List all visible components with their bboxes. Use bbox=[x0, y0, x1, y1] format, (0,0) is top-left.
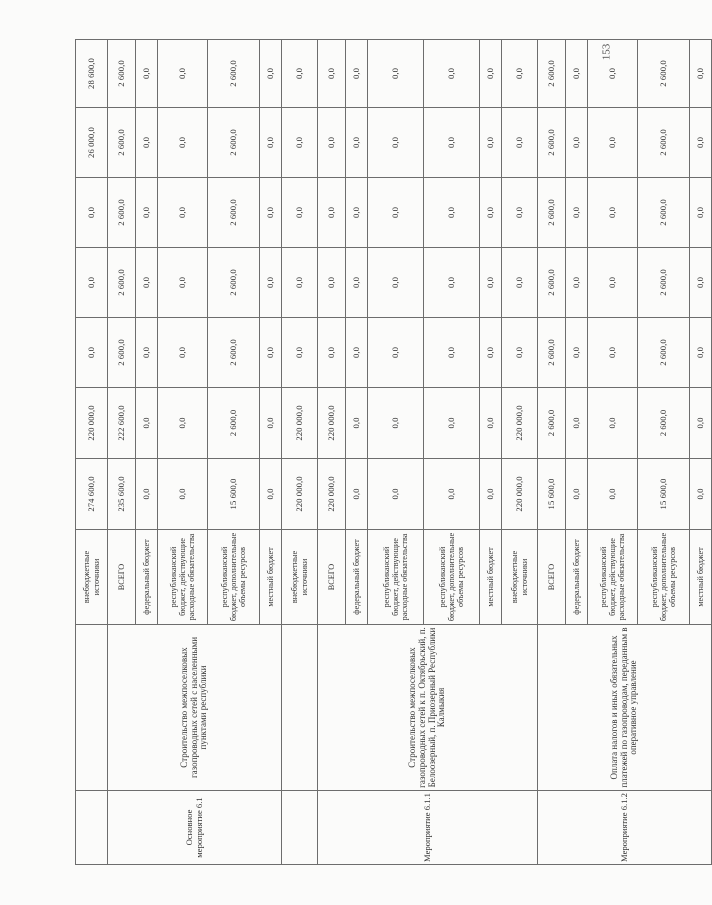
amount-cell: 0,0 bbox=[588, 178, 638, 248]
amount-cell: 0,0 bbox=[368, 40, 424, 108]
amount-cell: 0,0 bbox=[566, 318, 588, 388]
amount-cell: 2 600,0 bbox=[538, 388, 566, 459]
amount-cell: 0,0 bbox=[502, 248, 538, 318]
amount-cell: 0,0 bbox=[424, 248, 480, 318]
amount-cell: 0,0 bbox=[566, 40, 588, 108]
amount-cell: 2 600,0 bbox=[208, 318, 260, 388]
amount-cell: 26 000,0 bbox=[76, 108, 108, 178]
amount-cell: 0,0 bbox=[690, 248, 712, 318]
amount-cell: 0,0 bbox=[158, 178, 208, 248]
amount-cell: 0,0 bbox=[588, 459, 638, 530]
amount-cell: 2 600,0 bbox=[638, 40, 690, 108]
amount-cell: 28 600,0 bbox=[76, 40, 108, 108]
amount-cell: 2 600,0 bbox=[108, 40, 136, 108]
amount-cell: 0,0 bbox=[588, 318, 638, 388]
amount-cell: 2 600,0 bbox=[208, 40, 260, 108]
activity-description: Строительство межпоселковых газопроводных сетей к п. Октябрьский, п. Белоозерный, п. Приозерный Республики Калмыкия bbox=[318, 625, 538, 791]
amount-cell: 0,0 bbox=[260, 40, 282, 108]
amount-cell: 0,0 bbox=[158, 388, 208, 459]
budget-table-body bbox=[76, 40, 712, 865]
amount-cell: 0,0 bbox=[690, 318, 712, 388]
amount-cell: 0,0 bbox=[136, 178, 158, 248]
amount-cell: 2 600,0 bbox=[638, 108, 690, 178]
amount-cell: 0,0 bbox=[424, 40, 480, 108]
amount-cell: 2 600,0 bbox=[208, 388, 260, 459]
amount-cell: 0,0 bbox=[260, 178, 282, 248]
amount-cell: 0,0 bbox=[282, 248, 318, 318]
amount-cell: 220 000,0 bbox=[318, 388, 346, 459]
program-item-name bbox=[76, 791, 108, 865]
funding-source: внебюджетные источники bbox=[282, 530, 318, 625]
amount-cell: 0,0 bbox=[318, 248, 346, 318]
amount-cell: 0,0 bbox=[502, 40, 538, 108]
amount-cell: 0,0 bbox=[588, 388, 638, 459]
activity-description bbox=[282, 625, 318, 791]
amount-cell: 0,0 bbox=[480, 248, 502, 318]
activity-description: Оплата налогов и иных обязательных платежей по газопроводам, переданным в оперативное управление bbox=[538, 625, 712, 791]
amount-cell: 2 600,0 bbox=[538, 108, 566, 178]
amount-cell: 0,0 bbox=[346, 108, 368, 178]
amount-cell: 0,0 bbox=[318, 108, 346, 178]
program-item-name bbox=[282, 791, 318, 865]
funding-source: республиканский бюджет, действующие расходные обязательства bbox=[368, 530, 424, 625]
amount-cell: 0,0 bbox=[318, 178, 346, 248]
table-row bbox=[318, 40, 346, 865]
amount-cell: 220 000,0 bbox=[282, 459, 318, 530]
amount-cell: 0,0 bbox=[282, 178, 318, 248]
amount-cell: 0,0 bbox=[158, 108, 208, 178]
page-number: 153 bbox=[600, 43, 613, 61]
amount-cell: 2 600,0 bbox=[208, 248, 260, 318]
amount-cell: 0,0 bbox=[368, 248, 424, 318]
funding-source: местный бюджет bbox=[260, 530, 282, 625]
funding-source: ВСЕГО bbox=[318, 530, 346, 625]
amount-cell: 220 000,0 bbox=[502, 388, 538, 459]
amount-cell: 0,0 bbox=[368, 388, 424, 459]
amount-cell: 0,0 bbox=[260, 108, 282, 178]
amount-cell: 0,0 bbox=[368, 459, 424, 530]
amount-cell: 0,0 bbox=[424, 388, 480, 459]
table-row bbox=[282, 40, 318, 865]
amount-cell: 235 600,0 bbox=[108, 459, 136, 530]
amount-cell: 0,0 bbox=[502, 178, 538, 248]
amount-cell: 0,0 bbox=[424, 178, 480, 248]
amount-cell: 0,0 bbox=[282, 108, 318, 178]
amount-cell: 0,0 bbox=[282, 40, 318, 108]
table-row bbox=[538, 40, 566, 865]
amount-cell: 0,0 bbox=[588, 40, 638, 108]
amount-cell: 0,0 bbox=[136, 248, 158, 318]
funding-source: местный бюджет bbox=[690, 530, 712, 625]
amount-cell: 0,0 bbox=[502, 108, 538, 178]
amount-cell: 0,0 bbox=[424, 459, 480, 530]
amount-cell: 0,0 bbox=[76, 318, 108, 388]
amount-cell: 0,0 bbox=[566, 178, 588, 248]
funding-source: внебюджетные источники bbox=[76, 530, 108, 625]
amount-cell: 0,0 bbox=[480, 178, 502, 248]
funding-source: ВСЕГО bbox=[108, 530, 136, 625]
program-item-name: Мероприятие 6.1.1 bbox=[318, 791, 538, 865]
amount-cell: 0,0 bbox=[346, 178, 368, 248]
amount-cell: 0,0 bbox=[346, 459, 368, 530]
amount-cell: 0,0 bbox=[690, 388, 712, 459]
amount-cell: 2 600,0 bbox=[638, 178, 690, 248]
amount-cell: 220 000,0 bbox=[282, 388, 318, 459]
amount-cell: 0,0 bbox=[566, 248, 588, 318]
amount-cell: 0,0 bbox=[76, 248, 108, 318]
amount-cell: 0,0 bbox=[260, 388, 282, 459]
amount-cell: 0,0 bbox=[260, 459, 282, 530]
funding-source: ВСЕГО bbox=[538, 530, 566, 625]
amount-cell: 0,0 bbox=[480, 388, 502, 459]
funding-source: республиканский бюджет, дополнительные объемы ресурсов bbox=[208, 530, 260, 625]
amount-cell: 0,0 bbox=[158, 318, 208, 388]
activity-description: Строительство межпоселковых газопроводных сетей с населенными пунктами республики bbox=[108, 625, 282, 791]
program-item-name: Мероприятие 6.1.2 bbox=[538, 791, 712, 865]
amount-cell: 0,0 bbox=[76, 178, 108, 248]
amount-cell: 0,0 bbox=[502, 318, 538, 388]
amount-cell: 0,0 bbox=[480, 40, 502, 108]
amount-cell: 0,0 bbox=[480, 108, 502, 178]
funding-source: республиканский бюджет, действующие расходные обязательства bbox=[588, 530, 638, 625]
amount-cell: 2 600,0 bbox=[208, 178, 260, 248]
funding-source: республиканский бюджет, дополнительные объемы ресурсов bbox=[424, 530, 480, 625]
amount-cell: 0,0 bbox=[566, 388, 588, 459]
amount-cell: 220 000,0 bbox=[76, 388, 108, 459]
amount-cell: 0,0 bbox=[282, 318, 318, 388]
amount-cell: 0,0 bbox=[690, 178, 712, 248]
amount-cell: 0,0 bbox=[368, 178, 424, 248]
amount-cell: 0,0 bbox=[318, 318, 346, 388]
amount-cell: 0,0 bbox=[346, 388, 368, 459]
amount-cell: 15 600,0 bbox=[208, 459, 260, 530]
amount-cell: 2 600,0 bbox=[638, 248, 690, 318]
program-item-name: Основное мероприятие 6.1 bbox=[108, 791, 282, 865]
funding-source: федеральный бюджет bbox=[136, 530, 158, 625]
amount-cell: 0,0 bbox=[588, 108, 638, 178]
amount-cell: 15 600,0 bbox=[638, 459, 690, 530]
amount-cell: 2 600,0 bbox=[638, 388, 690, 459]
amount-cell: 0,0 bbox=[346, 318, 368, 388]
amount-cell: 0,0 bbox=[690, 40, 712, 108]
amount-cell: 0,0 bbox=[424, 108, 480, 178]
amount-cell: 0,0 bbox=[158, 459, 208, 530]
table-row bbox=[76, 40, 108, 865]
amount-cell: 0,0 bbox=[480, 318, 502, 388]
funding-source: республиканский бюджет, дополнительные объемы ресурсов bbox=[638, 530, 690, 625]
amount-cell: 2 600,0 bbox=[538, 178, 566, 248]
amount-cell: 0,0 bbox=[368, 108, 424, 178]
amount-cell: 222 600,0 bbox=[108, 388, 136, 459]
amount-cell: 0,0 bbox=[690, 108, 712, 178]
amount-cell: 0,0 bbox=[368, 318, 424, 388]
table-row bbox=[108, 40, 136, 865]
amount-cell: 0,0 bbox=[424, 318, 480, 388]
funding-source: местный бюджет bbox=[480, 530, 502, 625]
amount-cell: 220 000,0 bbox=[502, 459, 538, 530]
amount-cell: 0,0 bbox=[136, 388, 158, 459]
activity-description bbox=[76, 625, 108, 791]
amount-cell: 0,0 bbox=[136, 318, 158, 388]
amount-cell: 2 600,0 bbox=[538, 40, 566, 108]
amount-cell: 2 600,0 bbox=[108, 248, 136, 318]
amount-cell: 2 600,0 bbox=[108, 178, 136, 248]
funding-source: федеральный бюджет bbox=[346, 530, 368, 625]
amount-cell: 0,0 bbox=[690, 459, 712, 530]
funding-source: федеральный бюджет bbox=[566, 530, 588, 625]
amount-cell: 0,0 bbox=[136, 40, 158, 108]
amount-cell: 274 600,0 bbox=[76, 459, 108, 530]
funding-source: внебюджетные источники bbox=[502, 530, 538, 625]
amount-cell: 2 600,0 bbox=[108, 318, 136, 388]
amount-cell: 0,0 bbox=[588, 248, 638, 318]
amount-cell: 0,0 bbox=[136, 459, 158, 530]
amount-cell: 2 600,0 bbox=[638, 318, 690, 388]
amount-cell: 2 600,0 bbox=[538, 318, 566, 388]
amount-cell: 0,0 bbox=[346, 248, 368, 318]
amount-cell: 2 600,0 bbox=[108, 108, 136, 178]
budget-table bbox=[75, 39, 712, 865]
funding-source: республиканский бюджет, действующие расходные обязательства bbox=[158, 530, 208, 625]
amount-cell: 2 600,0 bbox=[208, 108, 260, 178]
amount-cell: 15 600,0 bbox=[538, 459, 566, 530]
amount-cell: 0,0 bbox=[136, 108, 158, 178]
amount-cell: 2 600,0 bbox=[538, 248, 566, 318]
amount-cell: 0,0 bbox=[480, 459, 502, 530]
amount-cell: 0,0 bbox=[566, 459, 588, 530]
amount-cell: 0,0 bbox=[158, 248, 208, 318]
amount-cell: 0,0 bbox=[260, 248, 282, 318]
amount-cell: 0,0 bbox=[346, 40, 368, 108]
amount-cell: 0,0 bbox=[318, 40, 346, 108]
amount-cell: 0,0 bbox=[566, 108, 588, 178]
amount-cell: 220 000,0 bbox=[318, 459, 346, 530]
amount-cell: 0,0 bbox=[260, 318, 282, 388]
amount-cell: 0,0 bbox=[158, 40, 208, 108]
